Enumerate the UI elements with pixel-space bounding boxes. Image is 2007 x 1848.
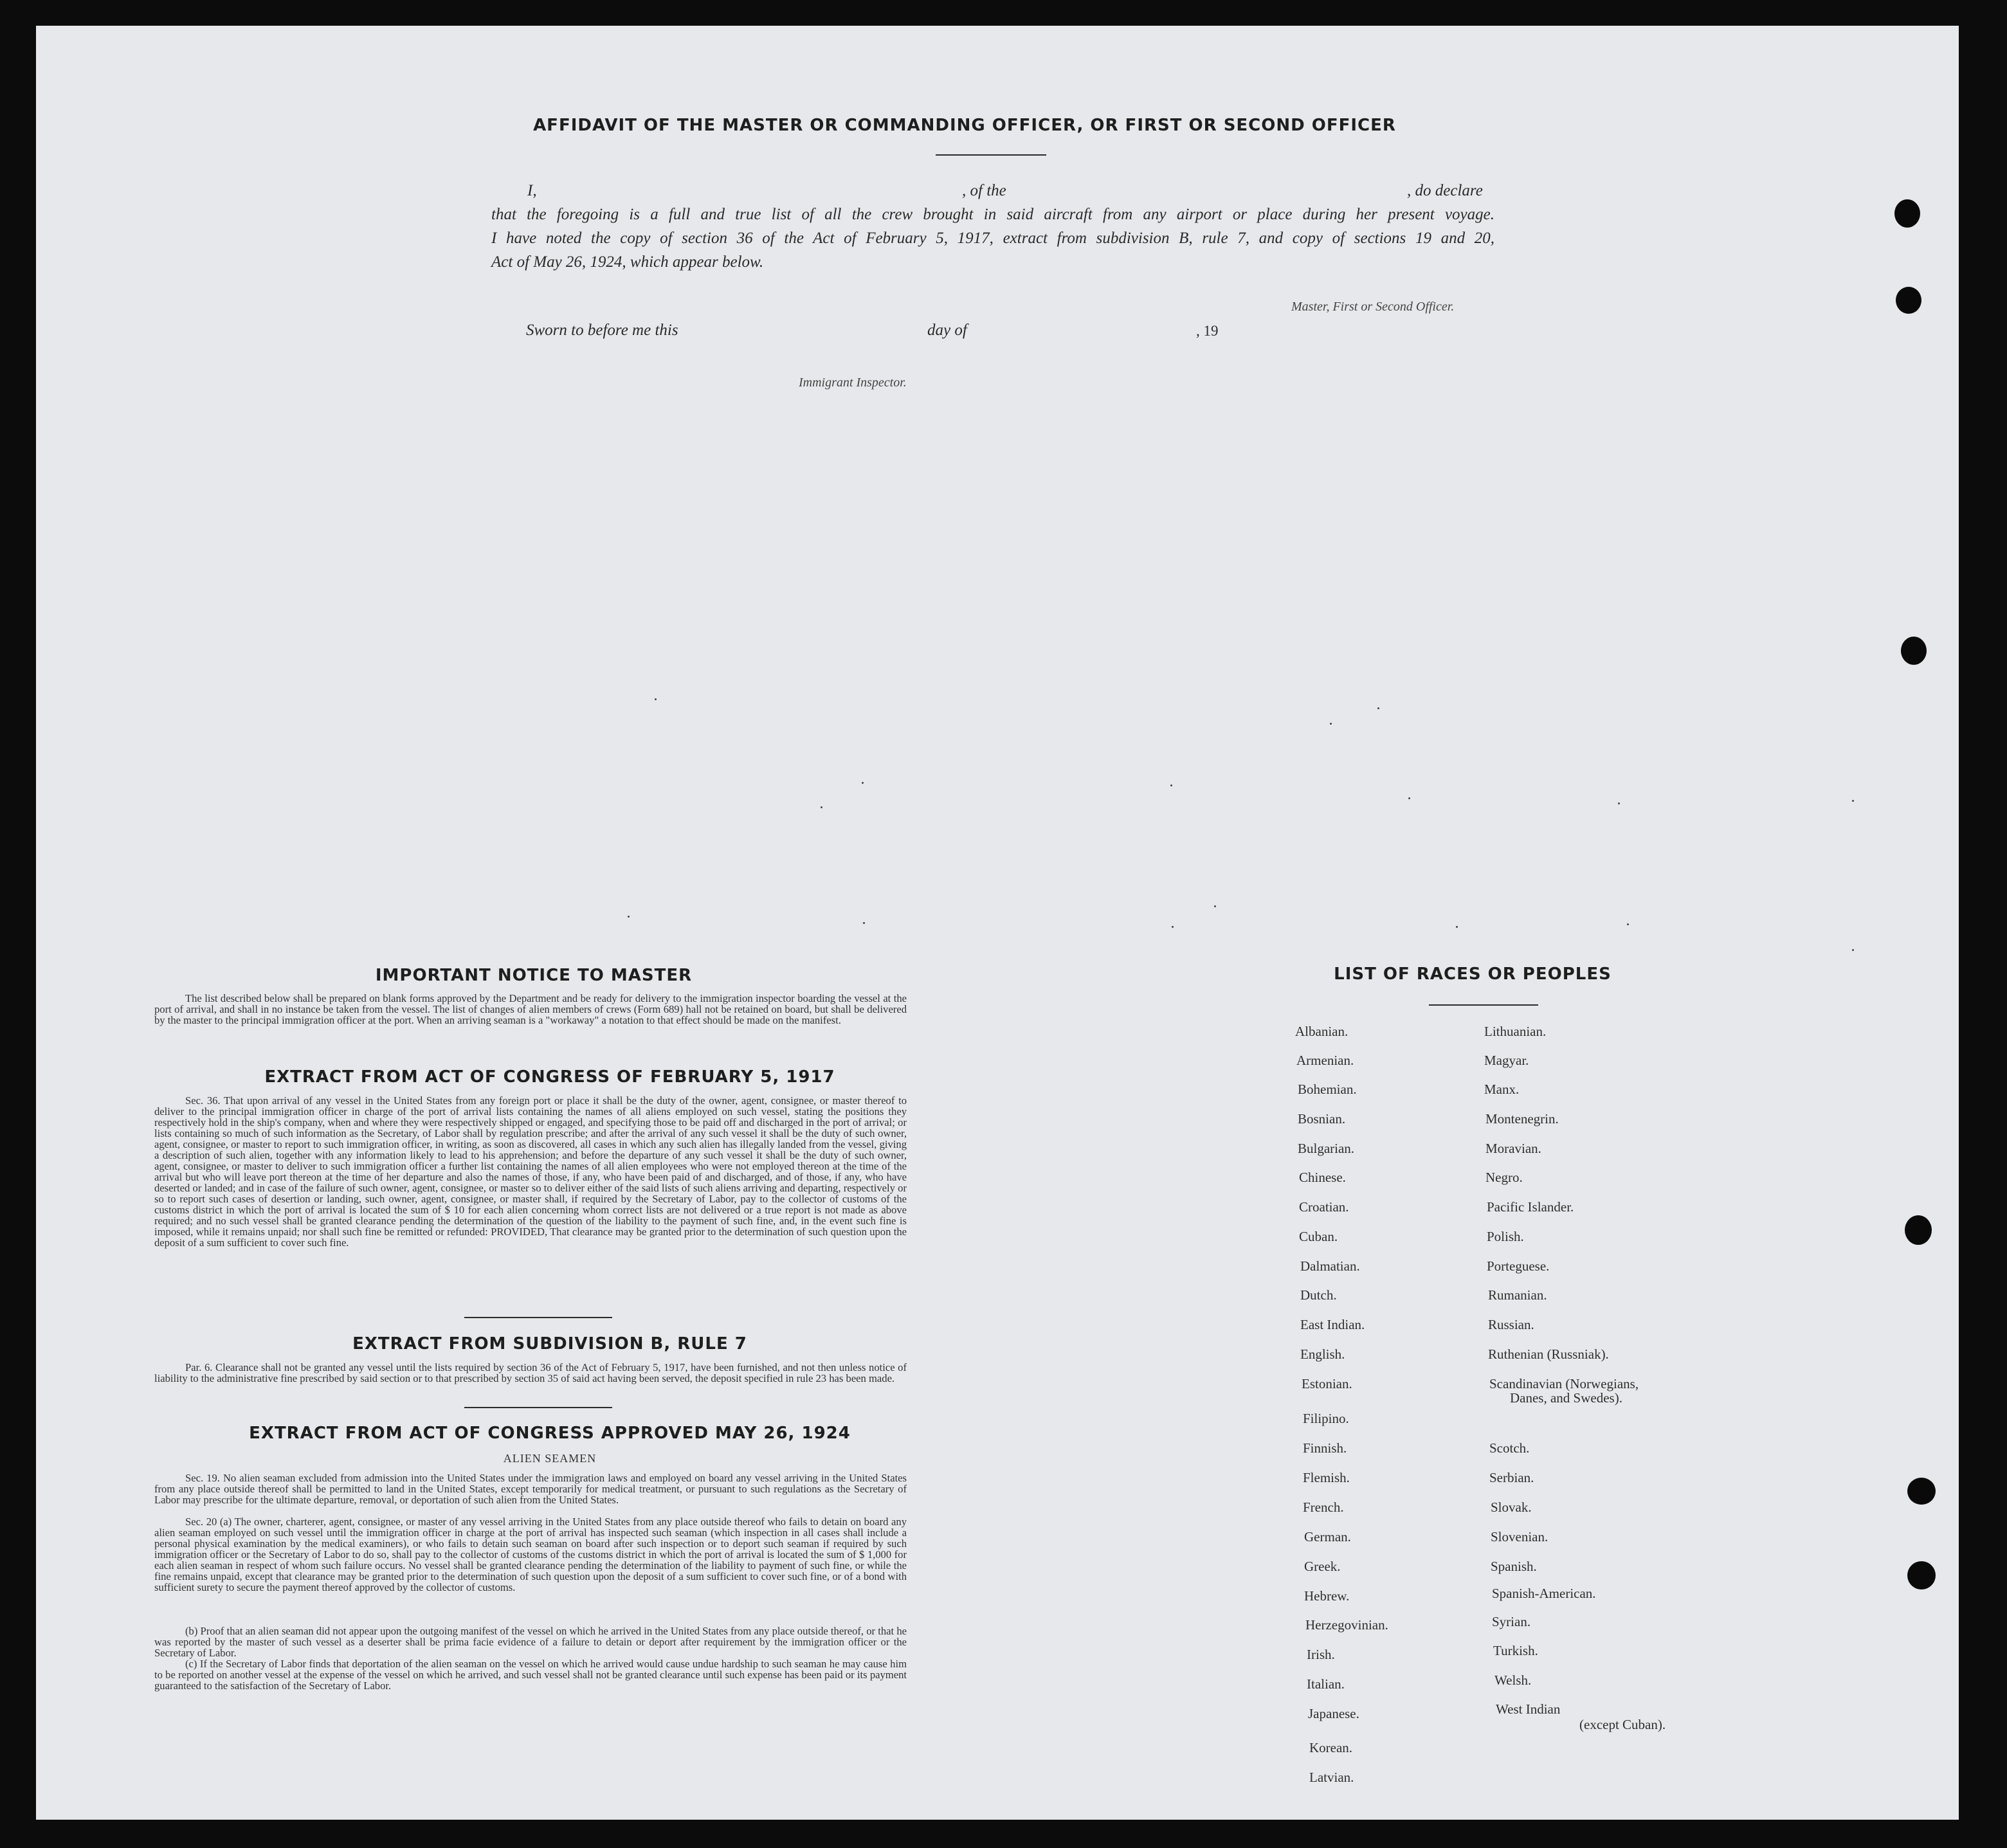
race-item: Manx.: [1484, 1082, 1520, 1097]
alien-seamen-subtitle: ALIEN SEAMEN: [503, 1452, 597, 1465]
divider: [1429, 1004, 1538, 1006]
race-item: Scandinavian (Norwegians,: [1489, 1376, 1639, 1391]
race-item: Lithuanian.: [1484, 1024, 1547, 1039]
race-item: (except Cuban).: [1579, 1717, 1666, 1732]
affidavit-line-2: that the foregoing is a full and true list of all the crew brought in said aircraft from any airport or place during her present voyage.: [491, 206, 1494, 223]
race-item: Slovenian.: [1491, 1529, 1548, 1545]
race-item: Estonian.: [1302, 1376, 1352, 1391]
race-item: Chinese.: [1299, 1170, 1346, 1185]
sec-20b-text: (b) Proof that an alien seaman did not appear upon the outgoing manifest of the vessel on which he arrived in the United States from any place outside thereof, or that he was reported by the master of such vessel as a deserter shall be prima facie evidence of a failure to detain or deport after requirement by the immigration officer or the Secretary of Labor.: [154, 1625, 907, 1659]
race-item: Irish.: [1307, 1647, 1335, 1662]
race-item: Hebrew.: [1304, 1588, 1350, 1604]
sworn-text: Sworn to before me this: [526, 322, 678, 339]
divider: [464, 1407, 612, 1408]
race-item: Korean.: [1309, 1740, 1353, 1755]
race-item: Montenegrin.: [1485, 1111, 1559, 1127]
race-item: Rumanian.: [1488, 1287, 1547, 1303]
day-of-text: day of: [927, 322, 967, 339]
sec-20a-text: Sec. 20 (a) The owner, charterer, agent, consignee, or master of any vessel arriving in the United States from any place outside thereof who fails to detain on board any alien seaman employed on such vessel until the immigration officer in charge at the port of arrival has inspected such seaman (which inspection in all cases shall include a personal physical examination by the medical examiners), or who fails to detain such seaman on board after such inspection or to deport such seaman if required by such immigration officer or the Secretary of Labor to do so, shall pay to the collector of customs of the customs district in which the port of arrival is located the sum of $ 1,000 for each alien seaman in respect of whom such failure occurs. No vessel shall be granted clearance pending the determination of the liability to payment of such fine, or while the fine remains unpaid, except that clearance may be granted prior to the determination of such question upon the deposit of a sum sufficient to cover such fine, or of a bond with sufficient surety to secure the payment thereof approved by the collector of customs.: [154, 1516, 907, 1593]
divider: [936, 154, 1046, 156]
race-item: Turkish.: [1493, 1643, 1538, 1658]
race-item: Serbian.: [1489, 1470, 1534, 1485]
race-item: Bohemian.: [1298, 1082, 1357, 1097]
punch-hole: [1907, 1478, 1936, 1505]
race-item: Bulgarian.: [1298, 1141, 1355, 1156]
affidavit-line-4: Act of May 26, 1924, which appear below.: [491, 253, 764, 271]
race-item: Spanish-American.: [1492, 1586, 1596, 1601]
race-item: Cuban.: [1299, 1229, 1338, 1244]
race-item: Japanese.: [1308, 1706, 1359, 1721]
sec-19-text: Sec. 19. No alien seaman excluded from admission into the United States under the immigration laws and employed on board any vessel arriving in the United States from any place outside thereof shall be permitted to land in the United States, except temporarily for medical treatment, or pursuant to such regulations as the Secretary of Labor may prescribe for the ultimate departure, removal, or deportation of such alien from the United States.: [154, 1472, 907, 1506]
race-item: Herzegovinian.: [1305, 1617, 1388, 1633]
divider: [464, 1317, 612, 1318]
race-item: West Indian: [1496, 1701, 1561, 1717]
race-item: Scotch.: [1489, 1440, 1530, 1456]
affidavit-do-declare: , do declare: [1407, 182, 1483, 199]
race-item: Finnish.: [1303, 1440, 1347, 1456]
extract-1924-title: EXTRACT FROM ACT OF CONGRESS APPROVED MAY 26, 1924: [249, 1424, 851, 1443]
race-item: Polish.: [1487, 1229, 1524, 1244]
race-item: Armenian.: [1296, 1053, 1354, 1068]
race-item: Slovak.: [1491, 1499, 1532, 1515]
race-item: Magyar.: [1484, 1053, 1529, 1068]
punch-hole: [1901, 637, 1927, 665]
punch-hole: [1905, 1215, 1932, 1245]
race-item: Spanish.: [1491, 1559, 1537, 1574]
race-item: Moravian.: [1485, 1141, 1541, 1156]
race-item: French.: [1303, 1499, 1344, 1515]
race-item: English.: [1300, 1346, 1345, 1362]
race-item: Dutch.: [1300, 1287, 1337, 1303]
race-item: Bosnian.: [1298, 1111, 1346, 1127]
race-item: Porteguese.: [1487, 1258, 1550, 1274]
notice-title: IMPORTANT NOTICE TO MASTER: [375, 966, 693, 985]
year-text: , 19: [1196, 323, 1219, 339]
race-item: Dalmatian.: [1300, 1258, 1360, 1274]
race-item: Negro.: [1485, 1170, 1523, 1185]
races-title: LIST OF RACES OR PEOPLES: [1334, 965, 1612, 984]
punch-hole: [1896, 287, 1921, 314]
race-item: Pacific Islander.: [1487, 1199, 1574, 1215]
race-item: East Indian.: [1300, 1317, 1365, 1332]
affidavit-i: I,: [527, 182, 537, 199]
race-item: Flemish.: [1303, 1470, 1350, 1485]
rule7-title: EXTRACT FROM SUBDIVISION B, RULE 7: [352, 1334, 747, 1354]
race-item: Danes, and Swedes).: [1510, 1390, 1622, 1406]
race-item: Latvian.: [1309, 1770, 1354, 1785]
race-item: Syrian.: [1492, 1614, 1531, 1629]
race-item: Croatian.: [1299, 1199, 1349, 1215]
affidavit-line-3: I have noted the copy of section 36 of the Act of February 5, 1917, extract from subdivision B, rule 7, and copy of sections 19 and 20,: [491, 230, 1494, 247]
punch-hole: [1894, 199, 1920, 228]
race-item: German.: [1304, 1529, 1351, 1545]
rule7-text: Par. 6. Clearance shall not be granted any vessel until the lists required by section 36 of the Act of February 5, 1917, have been furnished, and not then unless notice of liability to the administrative fine prescribed by said section or to that prescribed by section 35 of said act having been served, the deposit specified in rule 23 has been made.: [154, 1361, 907, 1384]
affidavit-of-the: , of the: [962, 182, 1006, 199]
signature-label: Master, First or Second Officer.: [1291, 300, 1455, 314]
sec-20c-text: (c) If the Secretary of Labor finds that deportation of the alien seaman on the vessel on which he arrived would cause undue hardship to such seaman he may cause him to be reported on another vessel at the expense of the vessel on which he arrived, and such vessel shall not be granted clearance until such expense has been paid or its payment guaranteed to the satisfaction of the Secretary of Labor.: [154, 1658, 907, 1692]
extract-1917-title: EXTRACT FROM ACT OF CONGRESS OF FEBRUARY 5, 1917: [264, 1067, 835, 1087]
affidavit-title: AFFIDAVIT OF THE MASTER OR COMMANDING OFFICER, OR FIRST OR SECOND OFFICER: [533, 116, 1396, 135]
inspector-label: Immigrant Inspector.: [799, 376, 907, 390]
notice-text: The list described below shall be prepared on blank forms approved by the Department and be ready for delivery to the immigration inspector boarding the vessel at the port of arrival, and shall in no instance be taken from the vessel. The list of changes of alien members of crews (Form 689) hall not be retained on board, but shall be delivered by the master to the principal immigration officer at the port. When an arriving seaman is a "workaway" a notation to that effect should be made on the manifest.: [154, 992, 907, 1026]
extract-1917-text: Sec. 36. That upon arrival of any vessel in the United States from any foreign port or place it shall be the duty of the owner, agent, consignee, or master thereof to deliver to the principal immigration officer in charge of the port of arrival lists containing the names of all aliens employed on such vessel, stating the positions they respectively hold in the ship's company, when and where they were respectively shipped or engaged, and specifying those to be paid off and discharged in the port of arrival; or lists containing so much of such information as the Secretary, of Labor shall by regulation prescribe; and after the arrival of any such vessel it shall be the duty of such owner, agent, consignee, or master to report to such immigration officer, in writing, as soon as discovered, all cases in which any such alien has illegally landed from the vessel, giving a description of such alien, together with any information likely to lead to his apprehension; and before the departure of any such vessel it shall be the duty of such owner, agent, consignee, or master to deliver to such immigration officer a further list containing the names of all alien employees who were not employed thereon at the time of the arrival but who will leave port thereon at the time of her departure and also the names of those, if any, who have been paid of and discharged, and of those, if any, who have deserted or landed; and in case of the failure of such owner, agent, consignee, or master so to deliver either of the said lists of such aliens arriving and departing, respectively or so to report such cases of desertion or landing, such owner, agent, consignee, or master shall, if required by the Secretary of Labor, pay to the collector of customs of the customs district in which the port of arrival is located the sum of $ 10 for each alien concerning whom correct lists are not delivered or a true report is not made as above required; and no such vessel shall be granted clearance pending the determination of the question of the liability to the payment of such fine, and, in the event such fine is imposed, while it remains unpaid; nor shall such fine be remitted or refunded: PROVIDED, That clearance may be granted prior to the determination of such question upon the deposit of a sum sufficient to cover such fine.: [154, 1094, 907, 1249]
punch-hole: [1907, 1561, 1936, 1590]
race-item: Italian.: [1307, 1676, 1345, 1692]
race-item: Albanian.: [1295, 1024, 1349, 1039]
race-item: Russian.: [1488, 1317, 1534, 1332]
race-item: Greek.: [1304, 1559, 1341, 1574]
race-item: Filipino.: [1303, 1411, 1349, 1426]
race-item: Ruthenian (Russniak).: [1488, 1346, 1609, 1362]
race-item: Welsh.: [1494, 1672, 1532, 1688]
